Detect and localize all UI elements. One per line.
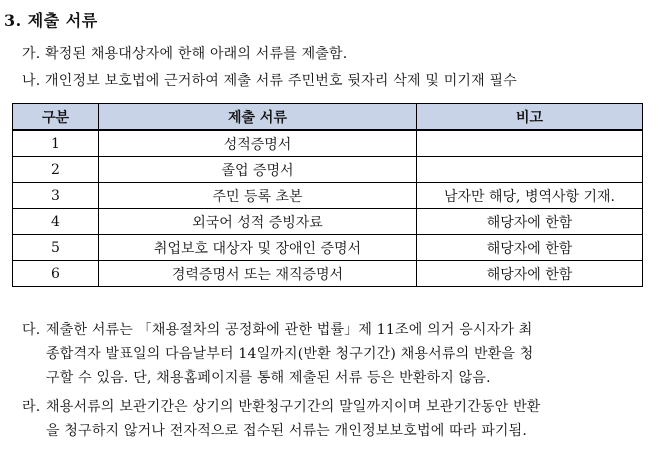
paragraph-line: 종합격자 발표일의 다음날부터 14일까지(반환 청구기간) 채용서류의 반환을 청 — [46, 346, 534, 362]
row-document: 성적증명서 — [99, 130, 417, 157]
paragraph-ra — [22, 395, 541, 443]
row-document: 외국어 성적 증빙자료 — [99, 209, 417, 235]
table-row — [13, 209, 643, 235]
row-document: 취업보호 대상자 및 장애인 증명서 — [99, 235, 417, 261]
item-ga: 가. 확정된 채용대상자에 한해 아래의 서류를 제출함. — [22, 46, 348, 62]
row-number: 1 — [13, 130, 99, 157]
table-row — [13, 183, 643, 209]
table-row — [13, 157, 643, 183]
row-note: 해당자에 한함 — [417, 261, 643, 287]
header-note: 비고 — [417, 104, 643, 131]
required-documents-table — [12, 103, 643, 287]
paragraph-line: 채용서류의 보관기간은 상기의 반환청구기간의 말일까지이며 보관기간동안 반환 — [46, 399, 541, 415]
row-document: 졸업 증명서 — [99, 157, 417, 183]
paragraph-marker: 다. — [22, 322, 41, 338]
row-number: 6 — [13, 261, 99, 287]
row-note — [417, 130, 643, 157]
table-row — [13, 130, 643, 157]
row-number: 3 — [13, 183, 99, 209]
paragraph-da — [22, 318, 534, 390]
row-note: 해당자에 한함 — [417, 209, 643, 235]
row-number: 5 — [13, 235, 99, 261]
header-doc: 제출 서류 — [99, 104, 417, 131]
paragraph-marker: 라. — [22, 399, 41, 415]
row-number: 4 — [13, 209, 99, 235]
item-na: 나. 개인정보 보호법에 근거하여 제출 서류 주민번호 뒷자리 삭제 및 미기재 필수 — [22, 73, 517, 89]
row-document: 경력증명서 또는 재직증명서 — [99, 261, 417, 287]
row-note — [417, 157, 643, 183]
paragraph-line: 을 청구하지 않거나 전자적으로 접수된 서류는 개인정보보호법에 따라 파기됨. — [46, 423, 528, 439]
row-note: 남자만 해당, 병역사항 기재. — [417, 183, 643, 209]
row-document: 주민 등록 초본 — [99, 183, 417, 209]
paragraph-line: 제출한 서류는 「채용절차의 공정화에 관한 법률」제 11조에 의거 응시자가 최 — [46, 322, 533, 338]
table-row — [13, 235, 643, 261]
section-title: 3. 제출 서류 — [4, 11, 98, 30]
header-gubun: 구분 — [13, 104, 99, 131]
table-header-row — [13, 104, 643, 131]
row-number: 2 — [13, 157, 99, 183]
paragraph-line: 구할 수 있음. 단, 채용홈페이지를 통해 제출된 서류 등은 반환하지 않음. — [46, 370, 491, 386]
table-row — [13, 261, 643, 287]
row-note: 해당자에 한함 — [417, 235, 643, 261]
